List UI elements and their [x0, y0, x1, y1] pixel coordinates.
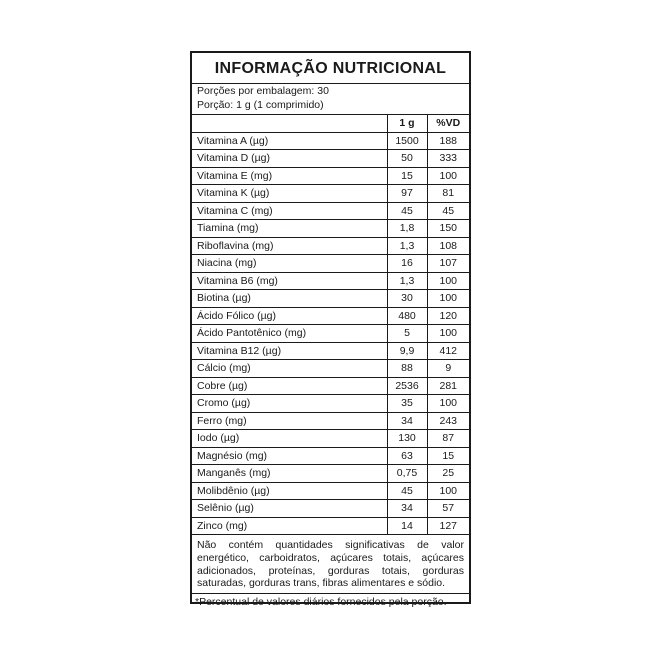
nutrient-daily-value: 100: [427, 325, 469, 343]
table-row: [192, 500, 469, 518]
nutrient-name: Vitamina E (mg): [192, 167, 387, 185]
nutrient-daily-value: 9: [427, 360, 469, 378]
nutrient-daily-value: 87: [427, 430, 469, 448]
nutrient-amount: 63: [387, 447, 427, 465]
nutrient-amount: 34: [387, 500, 427, 518]
nutrient-name: Riboflavina (mg): [192, 237, 387, 255]
nutrient-daily-value: 100: [427, 395, 469, 413]
amount-column-header: 1 g: [387, 115, 427, 132]
nutrient-amount: 16: [387, 255, 427, 273]
table-row: [192, 307, 469, 325]
nutrient-name: Vitamina C (mg): [192, 202, 387, 220]
nutrient-amount: 130: [387, 430, 427, 448]
nutrient-daily-value: 108: [427, 237, 469, 255]
nutrient-amount: 50: [387, 150, 427, 168]
table-row: [192, 517, 469, 535]
table-row: [192, 290, 469, 308]
serving-info: [192, 84, 469, 115]
nutrient-amount: 45: [387, 482, 427, 500]
nutrient-name: Cálcio (mg): [192, 360, 387, 378]
nutrient-name: Vitamina K (µg): [192, 185, 387, 203]
nutrient-name: Molibdênio (µg): [192, 482, 387, 500]
nutrient-daily-value: 57: [427, 500, 469, 518]
table-row: [192, 167, 469, 185]
table-row: [192, 412, 469, 430]
nutrient-name: Cromo (µg): [192, 395, 387, 413]
table-row: [192, 360, 469, 378]
nutrient-daily-value: 120: [427, 307, 469, 325]
nutrient-name: Vitamina B12 (µg): [192, 342, 387, 360]
nutrient-name: Vitamina B6 (mg): [192, 272, 387, 290]
nutrient-amount: 15: [387, 167, 427, 185]
table-row: [192, 220, 469, 238]
table-row: [192, 465, 469, 483]
table-row: [192, 132, 469, 150]
nutrient-name: Niacina (mg): [192, 255, 387, 273]
nutrient-amount: 1,3: [387, 237, 427, 255]
nutrition-facts-label: [190, 51, 471, 609]
table-row: [192, 447, 469, 465]
nutrient-name: Vitamina A (µg): [192, 132, 387, 150]
nutrient-daily-value: 333: [427, 150, 469, 168]
table-row: [192, 185, 469, 203]
serving-size: Porção: 1 g (1 comprimido): [197, 98, 324, 111]
nutrient-table: [192, 115, 469, 535]
nutrient-daily-value: 25: [427, 465, 469, 483]
nutrient-amount: 45: [387, 202, 427, 220]
nutrient-daily-value: 127: [427, 517, 469, 535]
not-significant-note: Não contém quantidades significativas de valor energético, carboidratos, açúcares totais, açúcares adicionados, proteínas, gorduras totais, gorduras saturadas, gorduras trans, fibras alimentares e sódio.: [192, 535, 469, 594]
nutrient-amount: 2536: [387, 377, 427, 395]
nutrient-column-header: [192, 115, 387, 132]
nutrient-name: Iodo (µg): [192, 430, 387, 448]
nutrient-amount: 5: [387, 325, 427, 343]
table-row: [192, 255, 469, 273]
nutrient-name: Cobre (µg): [192, 377, 387, 395]
nutrient-daily-value: 281: [427, 377, 469, 395]
nutrient-amount: 97: [387, 185, 427, 203]
nutrient-name: Ferro (mg): [192, 412, 387, 430]
nutrient-amount: 480: [387, 307, 427, 325]
table-row: [192, 395, 469, 413]
nutrient-daily-value: 100: [427, 482, 469, 500]
nutrient-name: Ácido Pantotênico (mg): [192, 325, 387, 343]
nutrient-daily-value: 107: [427, 255, 469, 273]
nutrient-name: Ácido Fólico (µg): [192, 307, 387, 325]
table-row: [192, 202, 469, 220]
nutrient-amount: 14: [387, 517, 427, 535]
table-row: [192, 482, 469, 500]
table-row: [192, 272, 469, 290]
nutrient-daily-value: 243: [427, 412, 469, 430]
nutrient-amount: 30: [387, 290, 427, 308]
table-header-row: [192, 115, 469, 132]
nutrient-daily-value: 100: [427, 272, 469, 290]
nutrient-daily-value: 81: [427, 185, 469, 203]
nutrient-amount: 1,8: [387, 220, 427, 238]
nutrient-name: Vitamina D (µg): [192, 150, 387, 168]
table-row: [192, 430, 469, 448]
servings-per-package: Porções por embalagem: 30: [197, 85, 329, 97]
nutrient-amount: 0,75: [387, 465, 427, 483]
daily-value-column-header: %VD: [427, 115, 469, 132]
nutrient-amount: 35: [387, 395, 427, 413]
nutrient-amount: 1500: [387, 132, 427, 150]
nutrient-name: Magnésio (mg): [192, 447, 387, 465]
nutrient-amount: 88: [387, 360, 427, 378]
table-row: [192, 150, 469, 168]
nutrient-daily-value: 412: [427, 342, 469, 360]
nutrient-daily-value: 100: [427, 167, 469, 185]
nutrient-amount: 9,9: [387, 342, 427, 360]
nutrient-daily-value: 45: [427, 202, 469, 220]
nutrient-daily-value: 100: [427, 290, 469, 308]
nutrient-name: Biotina (µg): [192, 290, 387, 308]
nutrient-name: Zinco (mg): [192, 517, 387, 535]
table-row: [192, 237, 469, 255]
nutrient-daily-value: 188: [427, 132, 469, 150]
nutrient-name: Manganês (mg): [192, 465, 387, 483]
daily-value-footnote: *Percentual de valores diários fornecidos pela porção.: [195, 596, 447, 609]
nutrient-amount: 34: [387, 412, 427, 430]
table-row: [192, 342, 469, 360]
table-row: [192, 325, 469, 343]
nutrient-name: Tiamina (mg): [192, 220, 387, 238]
nutrient-daily-value: 150: [427, 220, 469, 238]
nutrient-name: Selênio (µg): [192, 500, 387, 518]
label-title: INFORMAÇÃO NUTRICIONAL: [192, 53, 469, 84]
nutrient-amount: 1,3: [387, 272, 427, 290]
nutrient-daily-value: 15: [427, 447, 469, 465]
table-row: [192, 377, 469, 395]
